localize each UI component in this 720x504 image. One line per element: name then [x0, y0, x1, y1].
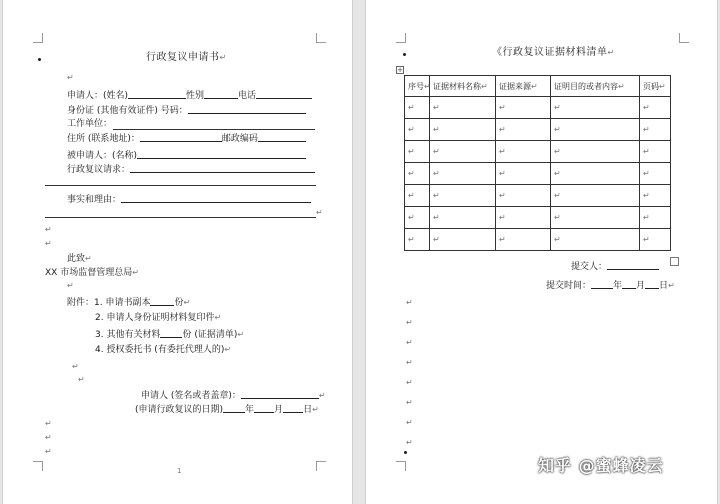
signature-label: 申请人 (签名或者盖章)：: [141, 391, 241, 401]
evidence-table-body: [405, 97, 671, 251]
other-materials-count-field[interactable]: [160, 329, 182, 338]
recipient: XX 市场监督管理总局↵: [45, 268, 139, 278]
application-date-line: (申请行政复议的日期) 年 月 日↵: [135, 405, 319, 415]
facts-field[interactable]: [121, 194, 311, 203]
attachment-item-1: 附件：1. 申请书副本 份↵: [67, 298, 191, 308]
table-cell[interactable]: ↵: [551, 97, 640, 119]
table-row: [405, 163, 671, 185]
table-cell[interactable]: ↵: [640, 141, 671, 163]
table-cell[interactable]: ↵: [640, 119, 671, 141]
paragraph-mark: ↵: [78, 375, 85, 384]
watermark-site: 知乎: [538, 456, 573, 475]
date-prefix: (申请行政复议的日期): [135, 405, 224, 415]
submit-year-field[interactable]: [591, 280, 613, 289]
table-cell[interactable]: ↵: [430, 141, 496, 163]
id-number-field[interactable]: [188, 105, 306, 114]
table-cell[interactable]: ↵: [640, 207, 671, 229]
table-cell[interactable]: ↵: [405, 119, 430, 141]
respondent-label: 被申请人：(名称): [67, 151, 138, 161]
evidence-list-title: 《行政复议证据材料清单↵: [492, 47, 615, 58]
table-cell[interactable]: ↵: [405, 207, 430, 229]
table-cell[interactable]: ↵: [405, 163, 430, 185]
date-year-field[interactable]: [223, 404, 245, 413]
table-cell[interactable]: ↵: [496, 229, 551, 251]
table-row: [405, 229, 671, 251]
table-cell[interactable]: ↵: [640, 163, 671, 185]
table-cell[interactable]: ↵: [496, 207, 551, 229]
column-header-purpose: 证明目的或者内容↵: [551, 76, 640, 97]
date-month-field[interactable]: [254, 404, 274, 413]
gender-label: 性别: [186, 91, 205, 101]
copies-field[interactable]: [150, 297, 174, 306]
margin-corner-top-right: [316, 33, 326, 43]
table-cell[interactable]: ↵: [496, 119, 551, 141]
table-cell[interactable]: ↵: [640, 97, 671, 119]
attachment-item-3: 3. 其他有关材料 份 (证据清单)↵: [95, 330, 245, 340]
paragraph-mark: ↵: [406, 338, 413, 347]
table-cell[interactable]: ↵: [496, 141, 551, 163]
table-cell[interactable]: ↵: [405, 141, 430, 163]
table-row: [405, 119, 671, 141]
date-day-field[interactable]: [283, 404, 303, 413]
applicant-label: 申请人：(姓名): [67, 91, 129, 101]
request-field[interactable]: [130, 164, 315, 173]
column-header-page: 页码↵: [640, 76, 671, 97]
table-row: [405, 97, 671, 119]
table-cell[interactable]: ↵: [430, 207, 496, 229]
table-cell[interactable]: ↵: [430, 97, 496, 119]
table-cell[interactable]: ↵: [551, 163, 640, 185]
form-title: 行政复议申请书↵: [146, 52, 227, 63]
phone-label: 电话: [238, 91, 257, 101]
paragraph-mark: ↵: [45, 239, 52, 248]
zhihu-watermark: [538, 456, 664, 476]
submitter-label: 提交人：: [571, 262, 608, 272]
paragraph-mark: ↵: [67, 281, 74, 290]
submit-time-label: 提交时间：: [546, 281, 592, 291]
postcode-field[interactable]: [258, 133, 306, 142]
table-cell[interactable]: ↵: [405, 185, 430, 207]
paragraph-mark: ↵: [45, 419, 52, 428]
margin-corner-top-left: [33, 33, 43, 43]
signature-line: 申请人 (签名或者盖章)： ↵: [141, 391, 326, 401]
facts-label: 事实和理由：: [67, 195, 122, 205]
table-cell[interactable]: ↵: [551, 229, 640, 251]
table-resize-handle-icon[interactable]: [670, 257, 679, 266]
page-number: 1: [177, 467, 182, 475]
margin-corner-top-left: [396, 33, 406, 43]
request-label: 行政复议请求：: [67, 165, 131, 175]
table-move-handle-icon[interactable]: +: [397, 66, 403, 74]
table-cell[interactable]: ↵: [405, 229, 430, 251]
margin-corner-bottom-left: [33, 461, 43, 471]
table-cell[interactable]: ↵: [640, 185, 671, 207]
request-line: [67, 164, 315, 176]
attachment-item-2: 2. 申请人身份证明材料复印件↵: [95, 313, 222, 323]
paragraph-mark: ↵: [45, 447, 52, 456]
submit-month-field[interactable]: [622, 280, 636, 289]
paragraph-mark: ↵: [406, 398, 413, 407]
table-row: [405, 141, 671, 163]
table-cell[interactable]: ↵: [430, 163, 496, 185]
request-field-line-2[interactable]: [45, 185, 316, 186]
facts-line: [67, 194, 311, 206]
postcode-label: 邮政编码: [221, 134, 258, 144]
table-row: [405, 185, 671, 207]
submitter-field[interactable]: [607, 261, 659, 270]
table-cell[interactable]: ↵: [405, 97, 430, 119]
paragraph-mark: ↵: [406, 298, 413, 307]
table-cell[interactable]: ↵: [551, 119, 640, 141]
paragraph-bullet: [38, 58, 41, 61]
margin-corner-top-right: [679, 33, 689, 43]
id-label: 身份证 (其他有效证件) 号码：: [67, 106, 188, 116]
table-cell[interactable]: ↵: [496, 185, 551, 207]
signature-field[interactable]: [241, 390, 319, 399]
table-cell[interactable]: ↵: [430, 185, 496, 207]
submit-time-line: 提交时间： 年 月 日↵: [546, 281, 675, 291]
table-cell[interactable]: ↵: [551, 185, 640, 207]
paragraph-bullet: [403, 53, 406, 56]
watermark-author: @蜜蜂凌云: [578, 456, 664, 475]
column-header-index: 序号↵: [405, 76, 430, 97]
submit-day-field[interactable]: [645, 280, 659, 289]
applicant-line: [67, 90, 312, 102]
table-header-row: [405, 76, 671, 97]
document-page-2: [365, 0, 718, 504]
table-cell[interactable]: ↵: [496, 97, 551, 119]
paragraph-mark: ↵: [406, 438, 413, 447]
salutation: 此致↵: [67, 254, 92, 264]
paragraph-mark: ↵: [67, 73, 74, 82]
paragraph-mark: ↵: [406, 318, 413, 327]
column-header-source: 证据来源↵: [496, 76, 551, 97]
paragraph-mark: ↵: [72, 362, 79, 371]
paragraph-mark: ↵: [406, 418, 413, 427]
table-cell[interactable]: ↵: [640, 229, 671, 251]
table-cell[interactable]: ↵: [430, 229, 496, 251]
work-unit-field[interactable]: [113, 129, 315, 130]
address-line: [67, 133, 306, 145]
column-header-material-name: 证据材料名称↵: [430, 76, 496, 97]
table-row: [405, 207, 671, 229]
paragraph-mark: ↵: [45, 225, 52, 234]
paragraph-mark: ↵: [406, 378, 413, 387]
table-cell[interactable]: ↵: [551, 141, 640, 163]
work-unit-line: [67, 119, 112, 130]
work-unit-label: 工作单位：: [67, 119, 113, 129]
address-label: 住所 (联系地址)：: [67, 134, 140, 144]
applicant-name-field[interactable]: [128, 90, 186, 99]
submitter-line: [571, 261, 659, 273]
table-cell[interactable]: ↵: [430, 119, 496, 141]
attachments-label: 附件：: [67, 298, 95, 308]
paragraph-mark: ↵: [316, 208, 323, 217]
phone-field[interactable]: [256, 90, 312, 99]
table-cell[interactable]: ↵: [551, 207, 640, 229]
respondent-line: [67, 150, 306, 162]
table-cell[interactable]: ↵: [496, 163, 551, 185]
id-line: [67, 105, 306, 117]
paragraph-mark: ↵: [406, 358, 413, 367]
margin-corner-bottom-right: [316, 461, 326, 471]
margin-corner-bottom-left: [396, 461, 406, 471]
document-page-1: [2, 0, 353, 504]
paragraph-mark: ↵: [45, 433, 52, 442]
gender-field[interactable]: [204, 90, 238, 99]
paragraph-bullet: [404, 451, 407, 454]
attachment-item-4: 4. 授权委托书 (有委托代理人的)↵: [95, 345, 232, 355]
evidence-table: [404, 75, 671, 251]
address-field[interactable]: [140, 133, 222, 142]
facts-field-line-2[interactable]: [45, 217, 316, 218]
respondent-field[interactable]: [137, 150, 306, 159]
